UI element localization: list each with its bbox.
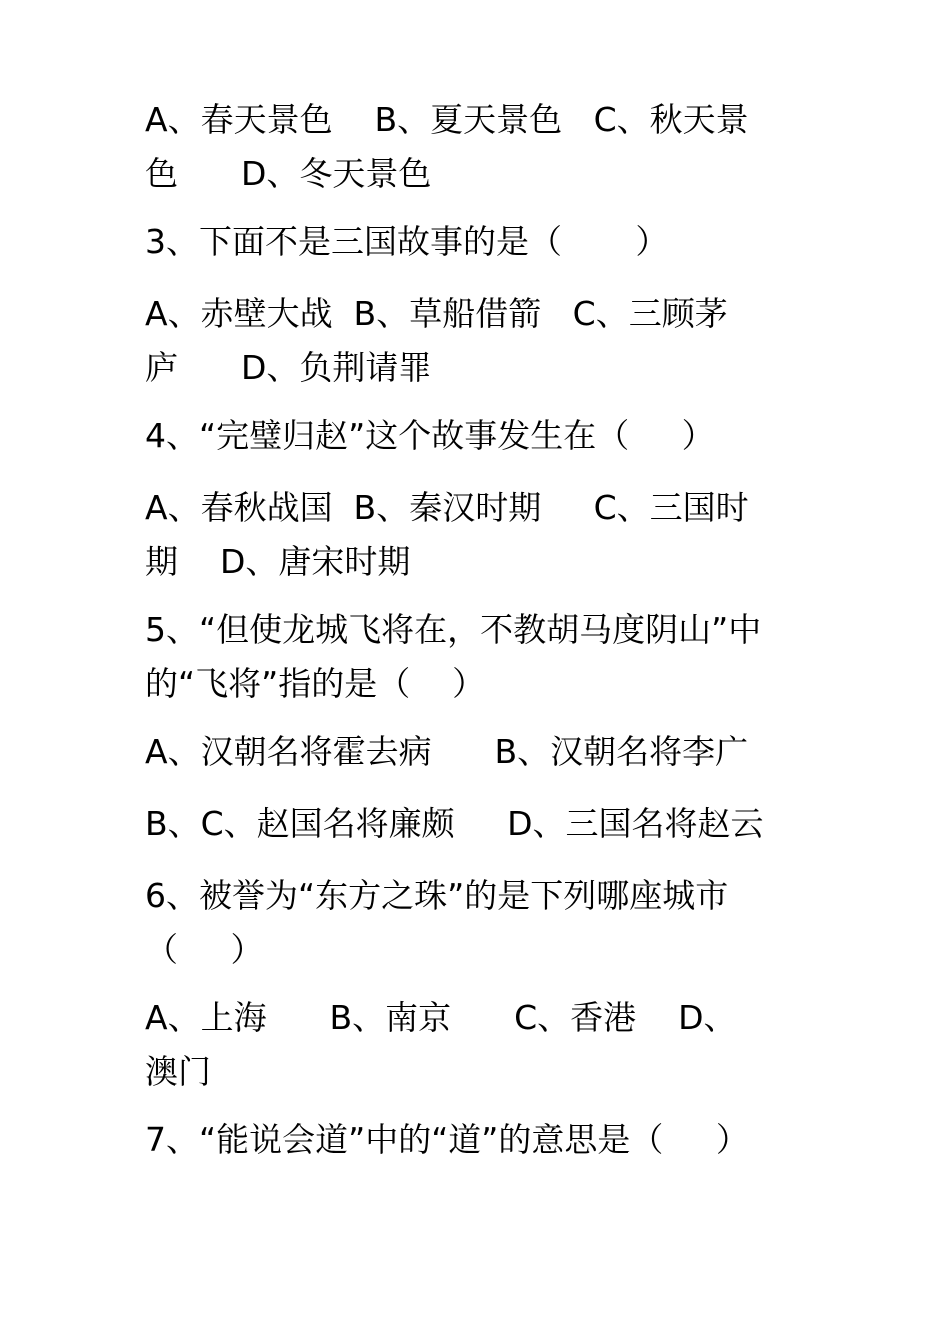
- q4-question: 4、“完璧归赵”这个故事发生在（ ）: [145, 416, 715, 455]
- q6-options-line-2: 澳门: [145, 1052, 211, 1091]
- q5-question-line-1: 5、“但使龙城飞将在，不教胡马度阴山”中: [145, 610, 762, 649]
- q4-options-line-1: A、春秋战国 B、秦汉时期 C、三国时: [145, 488, 749, 527]
- q3-options-line-1: A、赤壁大战 B、草船借箭 C、三顾茅: [145, 294, 728, 333]
- q2-options-line-1: A、春天景色 B、夏天景色 C、秋天景: [145, 100, 749, 139]
- q5-options-line-1: A、汉朝名将霍去病 B、汉朝名将李广: [145, 732, 749, 771]
- q4-options-line-2: 期 D、唐宋时期: [145, 542, 411, 581]
- q3-options-line-2: 庐 D、负荆请罪: [145, 348, 432, 387]
- q7-question: 7、“能说会道”中的“道”的意思是（ ）: [145, 1120, 749, 1159]
- q5-options-line-2: B、C、赵国名将廉颇 D、三国名将赵云: [145, 804, 764, 843]
- q3-question: 3、下面不是三国故事的是（ ）: [145, 222, 669, 261]
- q6-options-line-1: A、上海 B、南京 C、香港 D、: [145, 998, 737, 1037]
- q6-question-line-2: （ ）: [145, 930, 264, 969]
- q5-question-line-2: 的“飞将”指的是（ ）: [145, 664, 486, 703]
- q2-options-line-2: 色 D、冬天景色: [145, 154, 432, 193]
- q6-question-line-1: 6、被誉为“东方之珠”的是下列哪座城市: [145, 876, 729, 915]
